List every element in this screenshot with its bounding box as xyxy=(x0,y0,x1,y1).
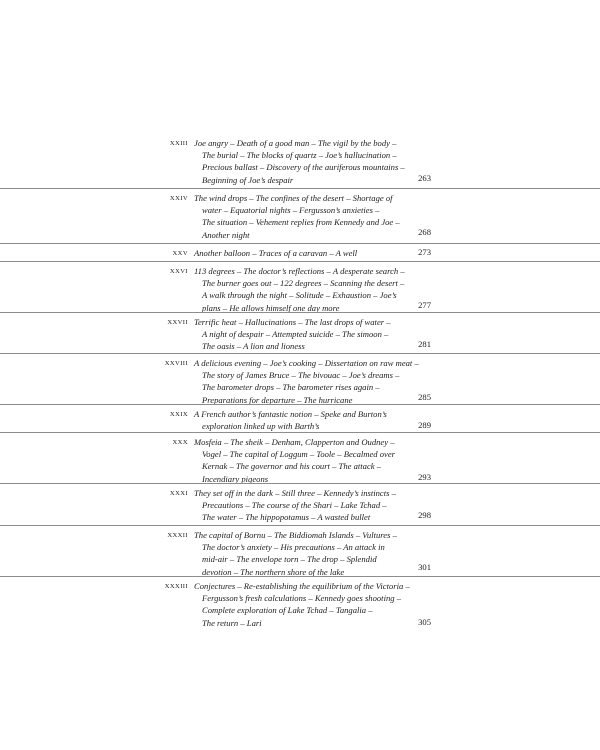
summary-line: devotion – The northern shore of the lake xyxy=(202,566,345,577)
summary-line: Fergusson’s fresh calculations – Kennedy goes shooting – xyxy=(202,593,401,604)
chapter-summary xyxy=(194,580,410,629)
toc-entry xyxy=(0,525,600,576)
chapter-summary xyxy=(194,265,405,314)
page-number: 263 xyxy=(418,173,431,183)
toc-entry xyxy=(0,353,600,404)
page-number: 293 xyxy=(418,472,431,482)
chapter-summary xyxy=(194,408,387,432)
chapter-numeral: XXIX xyxy=(169,411,188,418)
toc-entry xyxy=(0,188,600,243)
chapter-numeral: XXIV xyxy=(169,195,188,202)
summary-line: The burner goes out – 122 degrees – Scanning the desert – xyxy=(202,278,405,289)
summary-line: exploration linked up with Barth’s xyxy=(202,421,320,432)
chapter-summary xyxy=(194,316,391,353)
summary-line: 113 degrees – The doctor’s reflections – A desperate search – xyxy=(194,266,405,276)
summary-line: The capital of Bornu – The Biddiomah Islands – Vultures – xyxy=(194,530,397,540)
summary-line: Complete exploration of Lake Tchad – Tangalia – xyxy=(202,605,373,616)
page-number: 305 xyxy=(418,617,431,627)
toc-entry xyxy=(0,404,600,432)
page-number: 301 xyxy=(418,562,431,572)
chapter-summary xyxy=(194,137,405,186)
chapter-numeral: XXXIII xyxy=(164,583,188,590)
chapter-summary xyxy=(194,487,396,524)
summary-line: A walk through the night – Solitude – Exhaustion – Joe’s xyxy=(202,290,397,301)
summary-line: plans – He allows himself one day more xyxy=(202,302,340,313)
summary-line: Beginning of Joe’s despair xyxy=(202,174,294,185)
toc-entry xyxy=(0,261,600,312)
summary-line: Conjectures – Re-establishing the equilibrium of the Victoria – xyxy=(194,581,410,591)
chapter-numeral: XXXII xyxy=(167,532,188,539)
page-number: 268 xyxy=(418,227,431,237)
toc-entry xyxy=(0,432,600,483)
summary-line: Kernak – The governor and his court – The attack – xyxy=(202,461,382,472)
summary-line: Terrific heat – Hallucinations – The last drops of water – xyxy=(194,317,391,327)
chapter-numeral: XXVIII xyxy=(164,360,188,367)
chapter-numeral: XXIII xyxy=(169,140,188,147)
toc-entry xyxy=(0,312,600,353)
summary-line: water – Equatorial nights – Fergusson’s anxieties – xyxy=(202,205,380,216)
page-number: 281 xyxy=(418,339,431,349)
chapter-summary xyxy=(194,247,357,259)
summary-line: The water – The hippopotamus – A wasted bullet xyxy=(202,512,371,523)
summary-line: Precious ballast – Discovery of the auriferous mountains – xyxy=(202,162,405,173)
page-number: 289 xyxy=(418,420,431,430)
chapter-summary xyxy=(194,192,400,241)
summary-line: The situation – Vehement replies from Kennedy and Joe – xyxy=(202,217,400,228)
summary-line: The story of James Bruce – The bivouac – Joe’s dreams – xyxy=(202,370,400,381)
page-number: 285 xyxy=(418,392,431,402)
chapter-numeral: XXVI xyxy=(169,268,188,275)
chapter-summary xyxy=(194,436,395,485)
page-number: 273 xyxy=(418,247,431,257)
summary-line: Preparations for departure – The hurricane xyxy=(202,394,353,405)
summary-line: The doctor’s anxiety – His precautions – An attack in xyxy=(202,542,385,553)
toc-entry xyxy=(0,243,600,261)
chapter-summary xyxy=(194,529,397,578)
summary-line: A night of despair – Attempted suicide – The simoon – xyxy=(202,329,389,340)
summary-line: A delicious evening – Joe’s cooking – Dissertation on raw meat – xyxy=(194,358,419,368)
summary-line: Another balloon – Traces of a caravan – A well xyxy=(194,248,358,258)
summary-line: Mosfeia – The sheik – Denham, Clapperton and Oudney – xyxy=(194,437,395,447)
summary-line: The barometer drops – The barometer rises again – xyxy=(202,382,380,393)
page-number: 277 xyxy=(418,300,431,310)
summary-line: A French author’s fantastic notion – Speke and Burton’s xyxy=(194,409,387,419)
summary-line: The wind drops – The confines of the desert – Shortage of xyxy=(194,193,393,203)
summary-line: mid-air – The envelope torn – The drop – Splendid xyxy=(202,554,377,565)
toc-entry xyxy=(0,576,600,634)
toc-entry xyxy=(0,483,600,525)
summary-line: Incendiary pigeons xyxy=(202,473,269,484)
summary-line: Joe angry – Death of a good man – The vigil by the body – xyxy=(194,138,397,148)
chapter-numeral: XXVII xyxy=(167,319,188,326)
chapter-numeral: XXXI xyxy=(169,490,188,497)
summary-line: Another night xyxy=(202,229,250,240)
chapter-numeral: XXV xyxy=(172,250,188,257)
summary-line: They set off in the dark – Still three – Kennedy’s instincts – xyxy=(194,488,396,498)
summary-line: The oasis – A lion and lioness xyxy=(202,341,305,352)
summary-line: The return – Lari xyxy=(202,617,262,628)
chapter-numeral: XXX xyxy=(172,439,188,446)
summary-line: The burial – The blocks of quartz – Joe’s hallucination – xyxy=(202,150,397,161)
chapter-summary xyxy=(194,357,419,406)
table-of-contents xyxy=(0,134,600,634)
summary-line: Precautions – The course of the Shari – Lake Tchad – xyxy=(202,500,387,511)
toc-entry xyxy=(0,134,600,188)
summary-line: Vogel – The capital of Loggum – Toole – Becalmed over xyxy=(202,449,396,460)
page-number: 298 xyxy=(418,510,431,520)
